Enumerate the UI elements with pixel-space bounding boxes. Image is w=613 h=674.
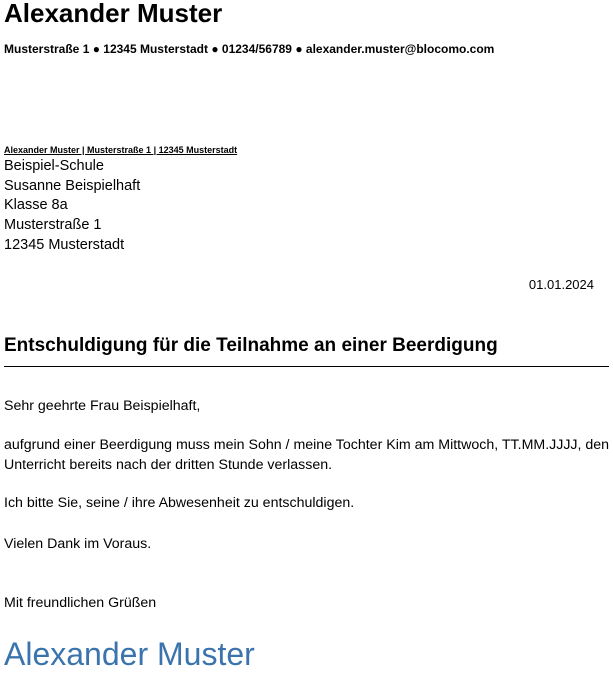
recipient-address	[4, 157, 140, 256]
return-address-line: Alexander Muster | Musterstraße 1 | 12345 Musterstadt	[4, 145, 238, 155]
recipient-line-class: Klasse 8a	[4, 197, 68, 214]
letter-date: 01.01.2024	[528, 277, 594, 292]
recipient-line-school: Beispiel-Schule	[4, 158, 104, 174]
body-paragraph-thanks: Vielen Dank im Voraus.	[4, 536, 152, 552]
closing-phrase: Mit freundlichen Grüßen	[4, 595, 157, 611]
recipient-line-person: Susanne Beispielhaft	[4, 177, 141, 194]
salutation: Sehr geehrte Frau Beispielhaft,	[4, 398, 201, 414]
sender-contact-line: Musterstraße 1 ● 12345 Musterstadt ● 01234/56789 ● alexander.muster@blocomo.com	[4, 42, 495, 56]
subject-divider	[4, 366, 609, 367]
recipient-line-street: Musterstraße 1	[4, 217, 102, 234]
body-paragraph-reason: aufgrund einer Beerdigung muss mein Sohn / meine Tochter Kim am Mittwoch, TT.MM.JJJJ, den Unterricht bereits nach der dritten Stunde verlassen.	[4, 437, 610, 473]
body-paragraph-request: Ich bitte Sie, seine / ihre Abwesenheit zu entschuldigen.	[4, 495, 355, 511]
signature: Alexander Muster	[4, 636, 255, 672]
sender-name: Alexander Muster	[4, 0, 223, 28]
letter-subject: Entschuldigung für die Teilnahme an einer Beerdigung	[4, 335, 498, 356]
recipient-line-city: 12345 Musterstadt	[4, 236, 125, 253]
